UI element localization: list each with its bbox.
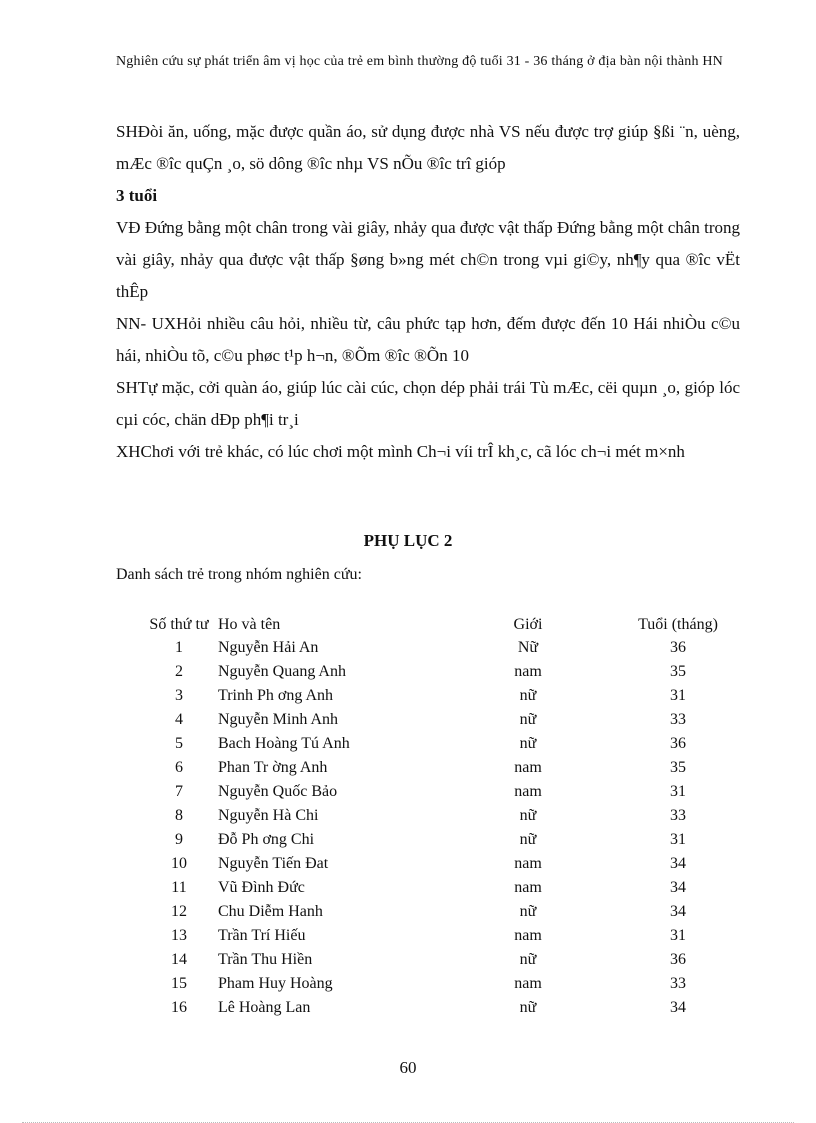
- child-age: 33: [670, 807, 686, 824]
- table-row: [140, 705, 738, 729]
- table-header-row: [140, 597, 738, 633]
- page-number: 60: [399, 1058, 417, 1077]
- child-name: Pham Huy Hoàng: [218, 975, 333, 992]
- child-name: Trần Trí Hiếu: [218, 927, 306, 944]
- row-number: 10: [171, 855, 187, 872]
- table-row: [140, 657, 738, 681]
- appendix-intro: Danh sách trẻ trong nhóm nghiên cứu:: [116, 566, 362, 583]
- child-age: 33: [670, 975, 686, 992]
- child-sex: nam: [514, 927, 542, 944]
- child-age: 31: [670, 831, 686, 848]
- child-sex: nam: [514, 855, 542, 872]
- child-name: Nguyễn Minh Anh: [218, 711, 338, 728]
- child-age: 36: [670, 735, 686, 752]
- row-number: 5: [175, 735, 183, 752]
- child-sex: nam: [514, 663, 542, 680]
- table-row: [140, 969, 738, 993]
- child-name: Chu Diễm Hanh: [218, 903, 323, 920]
- child-sex: nữ: [519, 711, 537, 728]
- children-table: [140, 597, 738, 1017]
- running-title: Nghiên cứu sự phát triển âm vị học của trẻ em bình thường độ tuổi 31 - 36 tháng ở địa bàn nội thành HN: [116, 54, 723, 69]
- column-header-sex: Giới: [513, 616, 543, 633]
- child-sex: nữ: [519, 807, 537, 824]
- child-age: 31: [670, 783, 686, 800]
- child-sex: Nữ: [517, 639, 539, 656]
- paragraph-sh-1: SHĐòi ăn, uống, mặc được quần áo, sử dụng được nhà VS nếu được trợ giúp §ßi ¨n, uèng, mÆc ®îc quÇn ¸o, sö dông ®îc nhµ VS nÕu ®îc trî gióp: [116, 122, 740, 173]
- child-age: 36: [670, 951, 686, 968]
- table-row: [140, 873, 738, 897]
- child-sex: nữ: [519, 999, 537, 1016]
- row-number: 15: [171, 975, 187, 992]
- table-row: [140, 801, 738, 825]
- child-name: Phan Tr ờng Anh: [218, 759, 328, 776]
- child-sex: nữ: [519, 735, 537, 752]
- column-header-name: Ho và tên: [218, 616, 281, 633]
- row-number: 14: [171, 951, 187, 968]
- child-sex: nam: [514, 975, 542, 992]
- table-row: [140, 777, 738, 801]
- child-sex: nam: [514, 759, 542, 776]
- table-row: [140, 681, 738, 705]
- child-name: Bach Hoàng Tú Anh: [218, 735, 350, 752]
- paragraph-vd: VĐ Đứng bằng một chân trong vài giây, nhảy qua được vật thấp Đứng bằng một chân trong vài giây, nhảy qua được vật thấp §øng b»ng mét ch©n trong vµi gi©y, nh¶y qua ®îc vËt thÊp: [116, 218, 740, 301]
- child-age: 31: [670, 687, 686, 704]
- table-row: [140, 825, 738, 849]
- table-row: [140, 897, 738, 921]
- paragraph-xh: XHChơi với trẻ khác, có lúc chơi một mình Ch¬i víi trÎ kh¸c, cã lóc ch¬i mét m×nh: [116, 442, 685, 461]
- child-sex: nữ: [519, 951, 537, 968]
- child-name: Trinh Ph ơng Anh: [218, 687, 334, 704]
- row-number: 13: [171, 927, 187, 944]
- child-sex: nữ: [519, 903, 537, 920]
- child-age: 34: [670, 855, 686, 872]
- row-number: 7: [175, 783, 183, 800]
- column-header-age: Tuổi (tháng): [638, 616, 718, 633]
- child-name: Nguyễn Hải An: [218, 639, 319, 656]
- child-name: Đỗ Ph ơng Chi: [218, 831, 315, 848]
- row-number: 12: [171, 903, 187, 920]
- child-age: 33: [670, 711, 686, 728]
- child-name: Nguyễn Quốc Bảo: [218, 783, 338, 800]
- child-name: Nguyễn Quang Anh: [218, 663, 346, 680]
- appendix-title: PHỤ LỤC 2: [363, 531, 453, 550]
- child-age: 35: [670, 663, 686, 680]
- child-name: Nguyễn Hà Chi: [218, 807, 319, 824]
- table-row: [140, 633, 738, 657]
- table-row: [140, 849, 738, 873]
- table-row: [140, 993, 738, 1017]
- row-number: 8: [175, 807, 183, 824]
- child-age: 34: [670, 903, 686, 920]
- table-row: [140, 729, 738, 753]
- child-age: 31: [670, 927, 686, 944]
- section-heading-3-years: 3 tuổi: [116, 186, 158, 205]
- paragraph-nn: NN- UXHỏi nhiều câu hỏi, nhiều từ, câu phức tạp hơn, đếm được đến 10 Hái nhiÒu c©u hái, nhiÒu tõ, c©u phøc t¹p h¬n, ®Õm ®îc ®Õn 10: [116, 314, 740, 365]
- child-name: Vũ Đình Đức: [218, 879, 305, 896]
- body-text: [116, 116, 740, 468]
- row-number: 16: [171, 999, 187, 1016]
- child-sex: nữ: [519, 687, 537, 704]
- child-sex: nam: [514, 879, 542, 896]
- table-row: [140, 921, 738, 945]
- table-row: [140, 753, 738, 777]
- column-header-no: Số thứ tư: [149, 616, 209, 633]
- child-sex: nam: [514, 783, 542, 800]
- child-name: Nguyễn Tiến Đat: [218, 855, 329, 872]
- child-age: 34: [670, 999, 686, 1016]
- child-age: 36: [670, 639, 686, 656]
- child-age: 34: [670, 879, 686, 896]
- row-number: 2: [175, 663, 183, 680]
- row-number: 11: [171, 879, 187, 896]
- paragraph-sh-2: SHTự mặc, cởi quàn áo, giúp lúc cài cúc, chọn dép phải trái Tù mÆc, cëi quµn ¸o, gióp lóc cµi cóc, chän dÐp ph¶i tr¸i: [116, 378, 740, 429]
- running-header: [116, 48, 740, 76]
- child-name: Lê Hoàng Lan: [218, 999, 311, 1016]
- row-number: 1: [175, 639, 183, 656]
- child-sex: nữ: [519, 831, 537, 848]
- row-number: 3: [175, 687, 183, 704]
- child-age: 35: [670, 759, 686, 776]
- row-number: 9: [175, 831, 183, 848]
- table-row: [140, 945, 738, 969]
- row-number: 6: [175, 759, 183, 776]
- row-number: 4: [175, 711, 183, 728]
- child-name: Trần Thu Hiền: [218, 951, 313, 968]
